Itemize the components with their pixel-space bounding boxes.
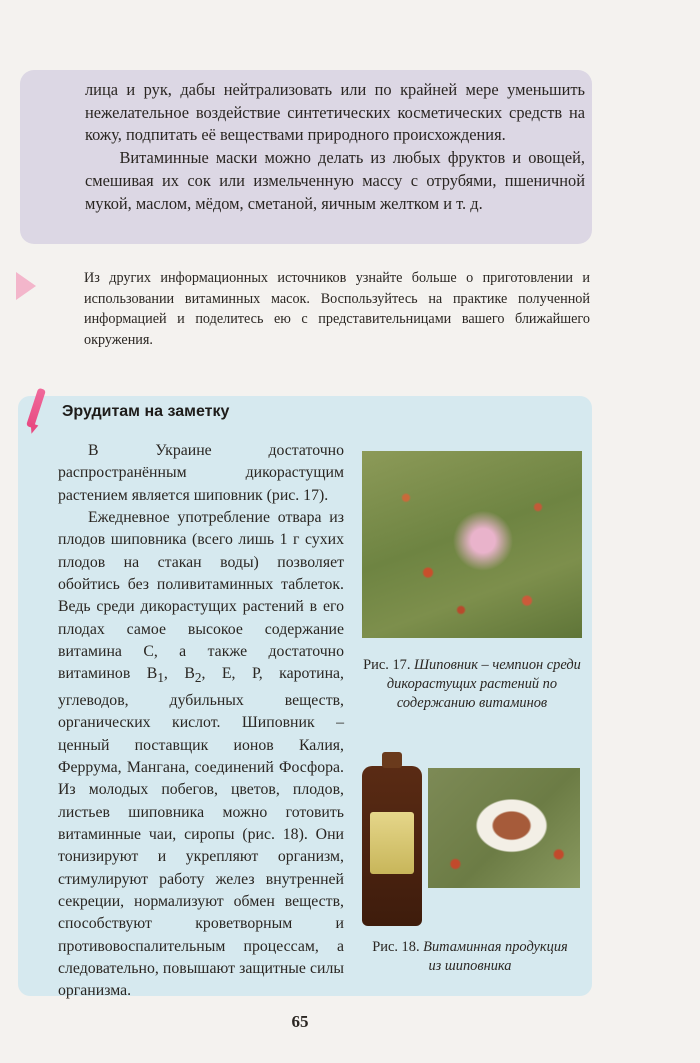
figure-17-text: Шиповник – чемпион среди дикорастущих растений по содержанию витаминов bbox=[386, 657, 581, 711]
rosehip-bush-photo bbox=[362, 451, 582, 638]
task-arrow-icon bbox=[16, 272, 36, 300]
subscript-2: 2 bbox=[194, 670, 202, 686]
info-paragraph-1: лица и рук, дабы нейтрализовать или по крайней мере уменьшить нежелательное воздействие синтетических косметических средств на кожу, подпитать её веществами природного происхождения. bbox=[85, 80, 585, 145]
info-paragraph-2: Витаминные маски можно делать из любых фруктов и овощей, смешивая их сок или измельченную массу с отрубями, пшеничной мукой, маслом, мёдом, сметаной, яичным желтком и т. д. bbox=[85, 148, 585, 213]
erudite-box-text bbox=[58, 440, 344, 1003]
rosehip-syrup-bottle-photo bbox=[362, 766, 422, 926]
figure-18-text: Витаминная продукция из шиповника bbox=[423, 939, 568, 974]
figure-18-caption bbox=[370, 938, 570, 976]
paragraph-2-part-a: Ежедневное употребление отвара из плодов шиповника (всего лишь 1 г сухих плодов на стакан воды) позволяет обойтись без поливитаминных таблеток. Ведь среди дикорастущих растений в его плодах самое высокое содержание витамина С, а также достаточно витаминов B bbox=[58, 509, 344, 683]
paragraph-2-part-b: , B bbox=[163, 665, 195, 683]
task-text: Из других информационных источников узнайте больше о приготовлении и использовании витаминных масок. Воспользуйтесь на практике полученной информацией и поделитесь ею с представительницами вашего ближайшего окружения. bbox=[84, 270, 590, 348]
figure-17-label: Рис. 17. bbox=[363, 657, 411, 673]
subscript-1: 1 bbox=[157, 670, 164, 686]
erudite-paragraph-1: В Украине достаточно распространённым дикорастущим растением является шиповник (рис. 17). bbox=[58, 442, 344, 504]
paragraph-2-part-c: , Е, Р, каротина, углеводов, дубильных веществ, органических кислот. Шиповник – ценный поставщик ионов Калия, Феррума, Мангана, соединений Фосфора. Из молодых побегов, цветов, плодов, листьев шиповника можно готовить витаминные чаи, сиропы (рис. 18). Они тонизируют и укрепляют организм, стимулируют работу желез внутренней секреции, нормализуют обмен веществ, способствуют кроветворным и противовоспалительным процессам, а следовательно, повышают защитные силы организма. bbox=[58, 665, 344, 1000]
figure-18-label: Рис. 18. bbox=[372, 939, 420, 955]
info-box-text bbox=[85, 79, 585, 215]
rosehip-tea-cup-photo bbox=[428, 768, 580, 888]
erudite-box-title: Эрудитам на заметку bbox=[62, 403, 230, 420]
erudite-paragraph-2 bbox=[58, 507, 344, 1003]
page-number: 65 bbox=[291, 1012, 309, 1031]
figure-17-caption bbox=[360, 656, 584, 713]
